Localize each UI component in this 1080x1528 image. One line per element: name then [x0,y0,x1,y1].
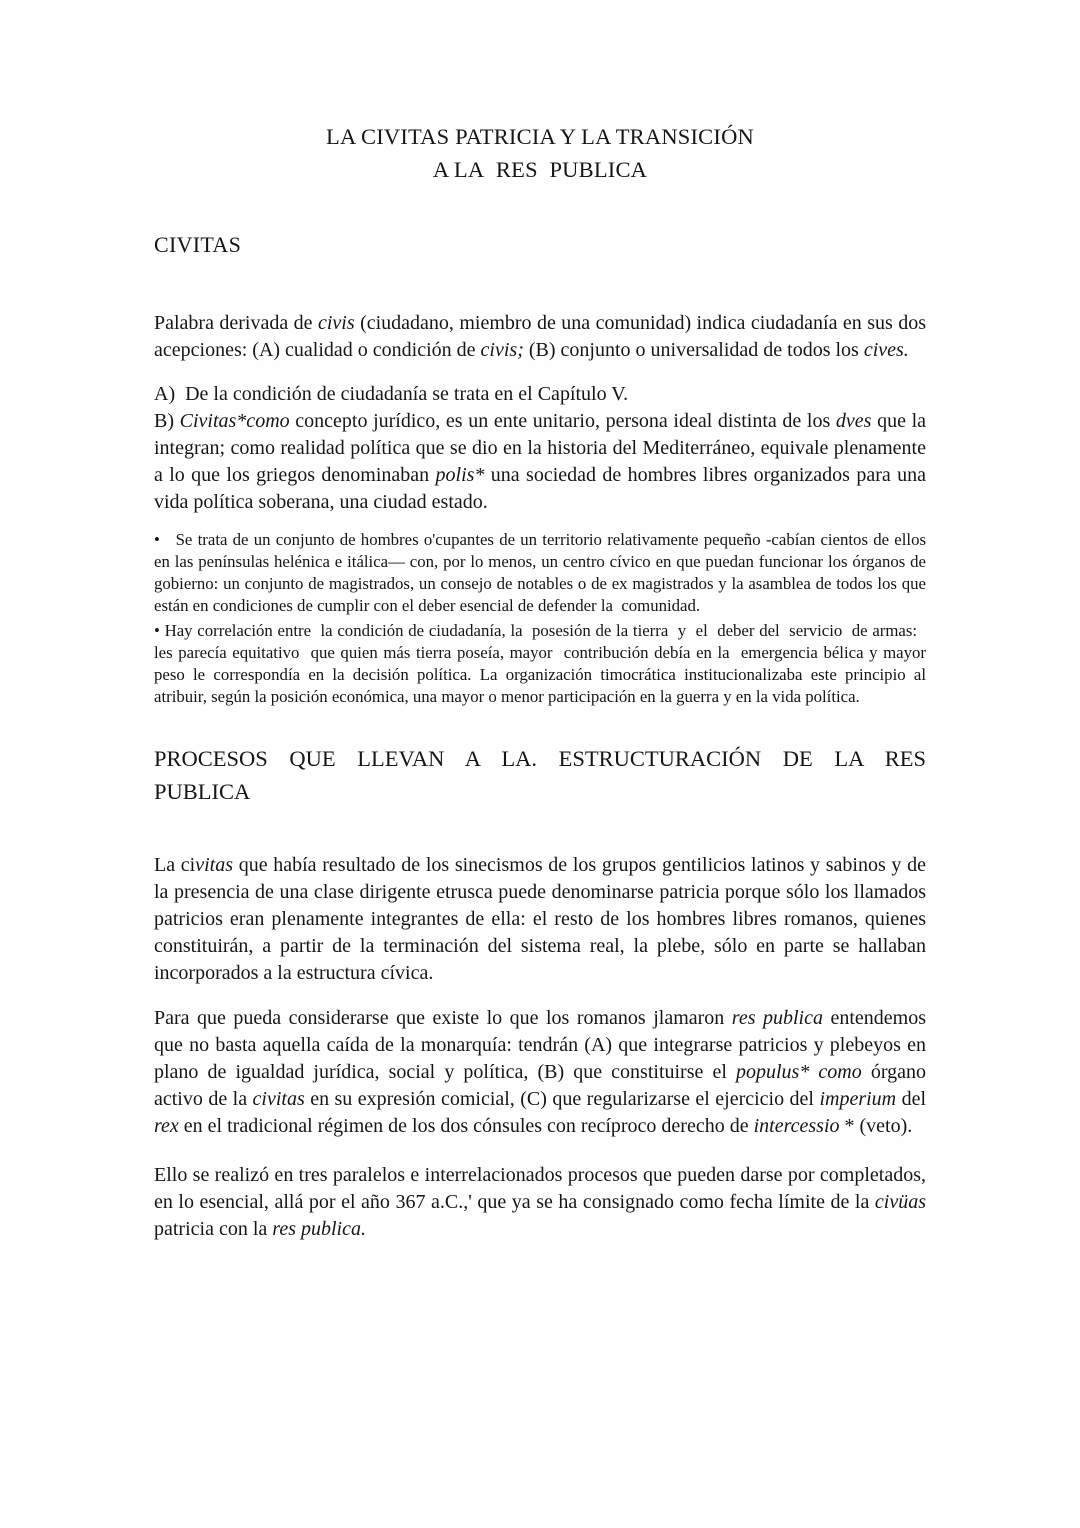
text-run: B) [154,410,180,432]
text-run: • Se trata de un conjunto de hombres o'cupantes de un territorio relativamente pequeño -cabían cientos de ellos en las penínsulas helénica e itálica— con, por lo menos, un centro cívico en que puedan funcionar los órganos de gobierno: un conjunto de magistrados, un consejo de notables o de ex magistrados y la asamblea de todos los que están en condiciones de cumplir con el deber esencial de defender la comunidad. [154,530,926,615]
italic-text-run: intercessio [753,1115,840,1137]
italic-text-run: imperium [819,1088,897,1110]
bullet-note-correlacion [154,620,926,708]
italic-text-run: populus* como [735,1061,862,1083]
text-run: A) De la condición de ciudadanía se trata en el Capítulo V. [154,383,629,405]
italic-text-run: civitas [252,1088,305,1110]
text-run: entendemos que no basta aquella caída de la monarquía: tendrán (A) que integrarse patricios y plebeyos en plano de igualdad jurídica, social y política, (B) que constituirse el [154,1007,926,1083]
italic-text-run: civis [317,312,355,334]
section-heading-civitas: CIVITAS [154,232,242,257]
text-run: Ello se realizó en tres paralelos e interrelacionados procesos que pueden darse por completados, en lo esencial, allá por el año 367 a.C.,' que ya se ha consignado como fecha límite de la [154,1164,926,1213]
paragraph-civitas-intro [154,310,926,364]
text-run: en el tradicional régimen de los dos cónsules con recíproco derecho de [178,1115,754,1137]
text-run: patricia con la [154,1218,273,1240]
heading-procesos-line-2: PUBLICA [154,779,251,804]
italic-text-run: civüas [874,1191,926,1213]
text-run: del [896,1088,927,1110]
italic-text-run: civis; [480,339,524,361]
text-run: Para que pueda considerarse que existe lo que los romanos jlamaron [154,1007,732,1029]
paragraph-civitas-patricia [154,852,926,987]
text-run: (ciudadano, miembro de una comunidad) indica ciudadanía en sus dos acepciones: (A) cualidad o condición de [154,312,926,361]
italic-text-run: vitas [195,854,233,876]
paragraph-acepciones-a-b [154,381,926,516]
italic-text-run: res publica [731,1007,823,1029]
bullet-note-territorio [154,529,926,617]
text-run: órgano activo de la [154,1061,926,1110]
italic-text-run: rex [154,1115,179,1137]
text-run: en su expresión comicial, (C) que regularizarse el ejercicio del [304,1088,820,1110]
section-heading-procesos [154,742,926,808]
paragraph-res-publica-condiciones [154,1005,926,1140]
text-run: (B) conjunto o universalidad de todos los [523,339,864,361]
paragraph-tres-procesos [154,1162,926,1243]
title-line-1: LA CIVITAS PATRICIA Y LA TRANSICIÓN [326,124,754,149]
italic-text-run: cives. [863,339,909,361]
italic-text-run: dves [835,410,872,432]
text-run: * (veto). [839,1115,913,1137]
text-run: concepto jurídico, es un ente unitario, persona ideal distinta de los [289,410,836,432]
italic-text-run: res publica. [272,1218,366,1240]
text-run: Palabra derivada de [154,312,318,334]
text-run: que había resultado de los sinecismos de los grupos gentilicios latinos y sabinos y de la presencia de una clase dirigente etrusca puede denominarse patricia porque sólo los llamados patricios eran plenamente integrantes de ella: el resto de los hombres libres romanos, quienes constituirán, a partir de la terminación del sistema real, la plebe, sólo en parte se hallaban incorporados a la estructura cívica. [154,854,926,984]
text-run: • Hay correlación entre la condición de ciudadanía, la posesión de la tierra y el deber del servicio de armas: les parecía equitativo que quien más tierra poseía, mayor contribución debía en la emergencia bélica y mayor peso le correspondía en la decisión política. La organización timocrática institucionalizaba este principio al atribuir, según la posición económica, una mayor o menor participación en la guerra y en la vida política. [154,621,926,706]
text-run: que la integran; como realidad política que se dio en la historia del Mediterráneo, equivale plenamente a lo que los griegos denominaban [154,410,927,486]
italic-text-run: polis* [435,464,485,486]
heading-procesos-line-1: PROCESOS QUE LLEVAN A LA. ESTRUCTURACIÓN DE LA RES [154,746,926,771]
text-run: La ci [154,854,196,876]
title-line-2: A LA RES PUBLICA [432,157,648,182]
document-title [154,120,926,186]
text-run: una sociedad de hombres libres organizados para una vida política soberana, una ciudad estado. [154,464,926,513]
italic-text-run: Civitas*como [179,410,290,432]
